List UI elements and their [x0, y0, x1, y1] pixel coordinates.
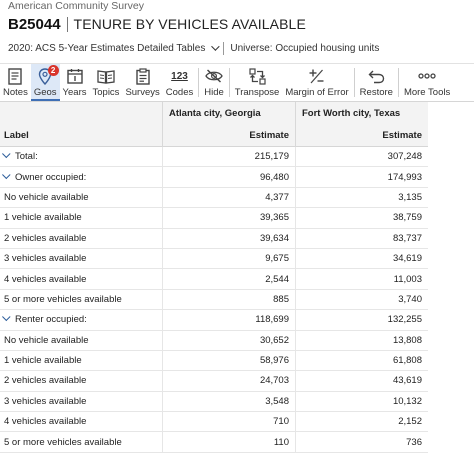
estimate-cell: 4,377 — [163, 187, 296, 207]
ellipsis-icon — [418, 67, 436, 85]
estimate-cell: 215,179 — [163, 147, 296, 167]
estimate-cell: 38,759 — [296, 208, 429, 228]
universe-text: Universe: Occupied housing units — [230, 42, 380, 54]
table-row — [0, 391, 428, 411]
estimate-cell: 30,652 — [163, 330, 296, 350]
estimate-cell: 132,255 — [296, 310, 429, 330]
geography-header-row — [0, 102, 428, 124]
row-label-text: Total: — [15, 151, 38, 163]
table-row — [0, 228, 428, 248]
survey-name: American Community Survey — [8, 0, 144, 12]
subtitle-row — [8, 38, 466, 58]
toolbar-divider — [198, 68, 199, 97]
estimate-cell: 307,248 — [296, 147, 429, 167]
clipboard-icon — [136, 67, 150, 85]
geo-header-atlanta[interactable]: Atlanta city, Georgia — [163, 102, 296, 124]
row-label: 2 vehicles available — [0, 228, 163, 248]
collapse-caret-icon[interactable] — [2, 313, 10, 321]
book-icon — [97, 67, 115, 85]
estimate-cell: 43,619 — [296, 371, 429, 391]
row-label: 5 or more vehicles available — [0, 432, 163, 452]
restore-button[interactable] — [357, 64, 396, 101]
estimate-cell: 2,152 — [296, 412, 429, 432]
restore-label: Restore — [359, 87, 393, 98]
estimate-cell: 9,675 — [163, 248, 296, 268]
row-label: 2 vehicles available — [0, 371, 163, 391]
geo-header-spacer — [0, 102, 163, 124]
geos-button[interactable] — [31, 64, 60, 101]
estimate-cell: 10,132 — [296, 391, 429, 411]
row-label — [0, 147, 163, 167]
hide-button[interactable] — [201, 64, 227, 101]
label-header: Label — [4, 129, 29, 141]
estimate-header-fort-worth[interactable]: Estimate — [296, 124, 429, 147]
geos-count-badge: 2 — [48, 65, 59, 76]
topics-label: Topics — [92, 87, 120, 98]
notes-label: Notes — [3, 87, 28, 98]
collapse-caret-icon[interactable] — [2, 150, 10, 158]
topics-button[interactable] — [90, 64, 123, 101]
title-row — [8, 13, 466, 35]
hide-label: Hide — [204, 87, 224, 98]
codes-icon-text: 123 — [171, 70, 188, 82]
estimate-cell: 174,993 — [296, 167, 429, 187]
estimate-cell: 61,808 — [296, 350, 429, 370]
column-header-row — [0, 124, 428, 147]
collapse-caret-icon[interactable] — [2, 170, 10, 178]
transpose-button[interactable] — [232, 64, 283, 101]
table-row — [0, 248, 428, 268]
estimate-cell: 3,740 — [296, 289, 429, 309]
estimate-cell: 11,003 — [296, 269, 429, 289]
estimate-cell: 3,135 — [296, 187, 429, 207]
row-label-text: Owner occupied: — [15, 171, 87, 183]
transpose-label: Transpose — [234, 87, 280, 98]
data-table — [0, 102, 428, 453]
table-row — [0, 269, 428, 289]
estimate-cell: 885 — [163, 289, 296, 309]
subtitle-divider — [223, 42, 224, 55]
estimate-cell: 736 — [296, 432, 429, 452]
eye-slash-icon — [205, 67, 223, 85]
more-tools-label: More Tools — [403, 87, 451, 98]
row-label: 3 vehicles available — [0, 248, 163, 268]
table-row — [0, 330, 428, 350]
estimate-cell: 13,808 — [296, 330, 429, 350]
vintage-label: 2020: ACS 5-Year Estimates Detailed Tables — [8, 42, 206, 54]
years-button[interactable] — [60, 64, 90, 101]
table-row — [0, 412, 428, 432]
vintage-dropdown[interactable] — [8, 43, 217, 54]
title-divider — [67, 17, 68, 32]
years-label: Years — [62, 87, 87, 98]
codes-label: Codes — [165, 87, 194, 98]
table-row-owner-occupied — [0, 167, 428, 187]
estimate-cell: 34,619 — [296, 248, 429, 268]
surveys-button[interactable] — [122, 64, 162, 101]
table-row-total — [0, 147, 428, 167]
row-label-text: Renter occupied: — [15, 314, 87, 326]
plus-minus-icon — [308, 67, 325, 85]
margin-of-error-label: Margin of Error — [285, 87, 349, 98]
table-row — [0, 371, 428, 391]
toolbar-divider — [229, 68, 230, 97]
margin-of-error-button[interactable] — [282, 64, 351, 101]
row-label — [0, 310, 163, 330]
estimate-cell: 710 — [163, 412, 296, 432]
geo-header-fort-worth[interactable]: Fort Worth city, Texas — [296, 102, 429, 124]
row-label: No vehicle available — [0, 330, 163, 350]
estimate-cell: 83,737 — [296, 228, 429, 248]
table-header — [0, 0, 474, 58]
row-label: 4 vehicles available — [0, 269, 163, 289]
row-label: 1 vehicle available — [0, 208, 163, 228]
estimate-cell: 3,548 — [163, 391, 296, 411]
table-id: B25044 — [8, 15, 61, 33]
table-row — [0, 187, 428, 207]
calendar-icon — [67, 67, 83, 85]
table-row — [0, 208, 428, 228]
row-label: No vehicle available — [0, 187, 163, 207]
estimate-cell: 39,365 — [163, 208, 296, 228]
toolbar — [0, 63, 474, 102]
chevron-down-icon — [212, 42, 220, 50]
estimate-cell: 2,544 — [163, 269, 296, 289]
table-row — [0, 289, 428, 309]
estimate-cell: 96,480 — [163, 167, 296, 187]
estimate-header-atlanta[interactable]: Estimate — [163, 124, 296, 147]
notes-button[interactable] — [0, 64, 31, 101]
row-label — [0, 167, 163, 187]
table-title: TENURE BY VEHICLES AVAILABLE — [73, 16, 306, 32]
codes-button[interactable] — [163, 64, 196, 101]
estimate-cell: 118,699 — [163, 310, 296, 330]
geos-label: Geos — [33, 87, 57, 98]
row-label: 4 vehicles available — [0, 412, 163, 432]
more-tools-button[interactable] — [401, 64, 453, 101]
table-row — [0, 432, 428, 452]
surveys-label: Surveys — [125, 87, 160, 98]
row-label: 1 vehicle available — [0, 350, 163, 370]
estimate-cell: 39,634 — [163, 228, 296, 248]
estimate-cell: 110 — [163, 432, 296, 452]
row-label: 3 vehicles available — [0, 391, 163, 411]
notes-icon — [8, 67, 22, 85]
toolbar-divider — [398, 68, 399, 97]
undo-arrow-icon — [368, 67, 385, 85]
transpose-icon — [249, 67, 266, 85]
table-row — [0, 350, 428, 370]
toolbar-divider — [354, 68, 355, 97]
codes-icon — [171, 67, 188, 85]
estimate-cell: 58,976 — [163, 350, 296, 370]
table-row-renter-occupied — [0, 310, 428, 330]
row-label: 5 or more vehicles available — [0, 289, 163, 309]
estimate-cell: 24,703 — [163, 371, 296, 391]
